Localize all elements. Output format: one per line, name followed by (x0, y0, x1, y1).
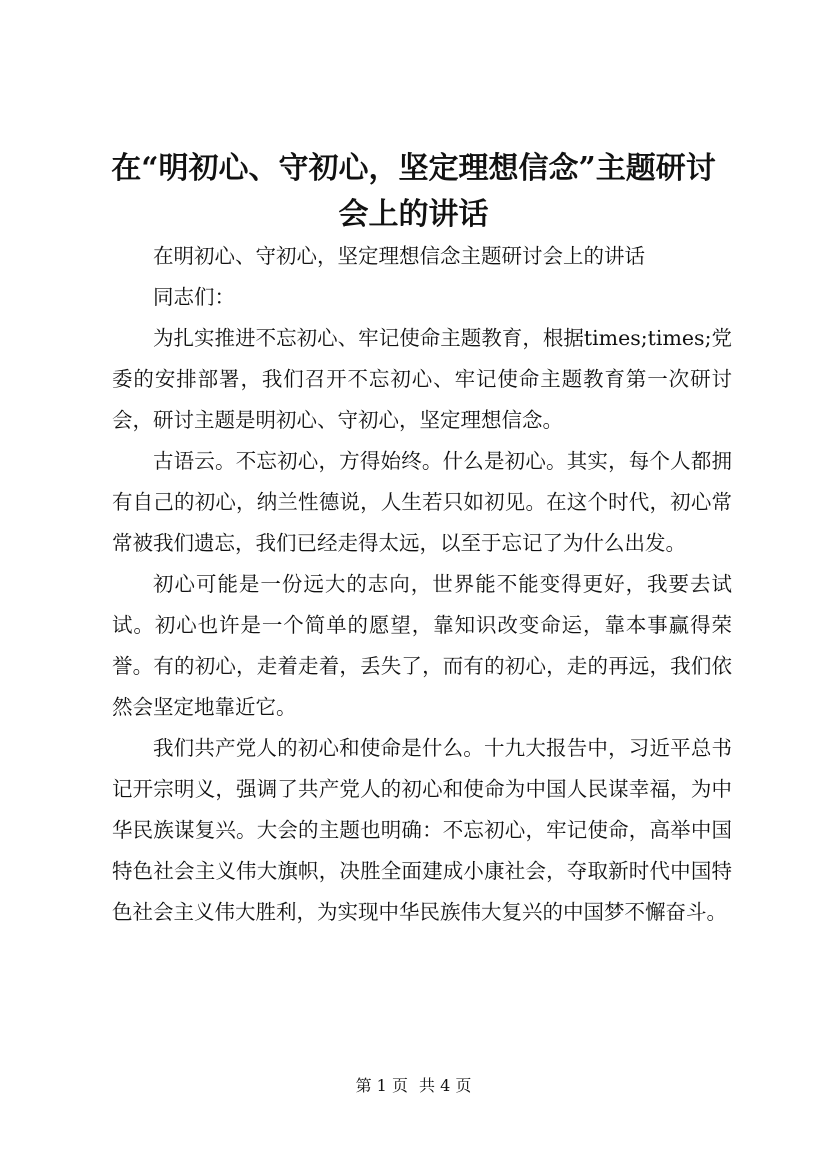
page-total: 共 4 页 (419, 1076, 472, 1095)
paragraph: 古语云。不忘初心，方得始终。什么是初心。其实，每个人都拥有自己的初心，纳兰性德说，人生若只如初见。在这个时代，初心常常被我们遗忘，我们已经走得太远，以至于忘记了为什么出发。 (112, 449, 732, 555)
paragraph-salutation: 同志们： (153, 285, 235, 309)
paragraph-subtitle: 在明初心、守初心，坚定理想信念主题研讨会上的讲话 (153, 244, 645, 268)
paragraph: 初心可能是一份远大的志向，世界能不能变得更好，我要去试试。初心也许是一个简单的愿望，靠知识改变命运，靠本事赢得荣誉。有的初心，走着走着，丢失了，而有的初心，走的再远，我们依然会坚定地靠近它。 (112, 572, 732, 719)
page-footer (0, 1076, 827, 1096)
paragraph: 为扎实推进不忘初心、牢记使命主题教育，根据times;times;党委的安排部署，我们召开不忘初心、牢记使命主题教育第一次研讨会，研讨主题是明初心、守初心，坚定理想信念。 (112, 326, 732, 432)
paragraph: 我们共产党人的初心和使命是什么。十九大报告中，习近平总书记开宗明义，强调了共产党人的初心和使命为中国人民谋幸福，为中华民族谋复兴。大会的主题也明确：不忘初心，牢记使命，高举中国特色社会主义伟大旗帜，决胜全面建成小康社会，夺取新时代中国特色社会主义伟大胜利，为实现中华民族伟大复兴的中国梦不懈奋斗。 (112, 736, 732, 924)
page-number: 第 1 页 (355, 1076, 408, 1095)
document-title: 在“明初心、守初心，坚定理想信念”主题研讨会上的讲话 (111, 151, 716, 232)
document-body (112, 236, 732, 933)
